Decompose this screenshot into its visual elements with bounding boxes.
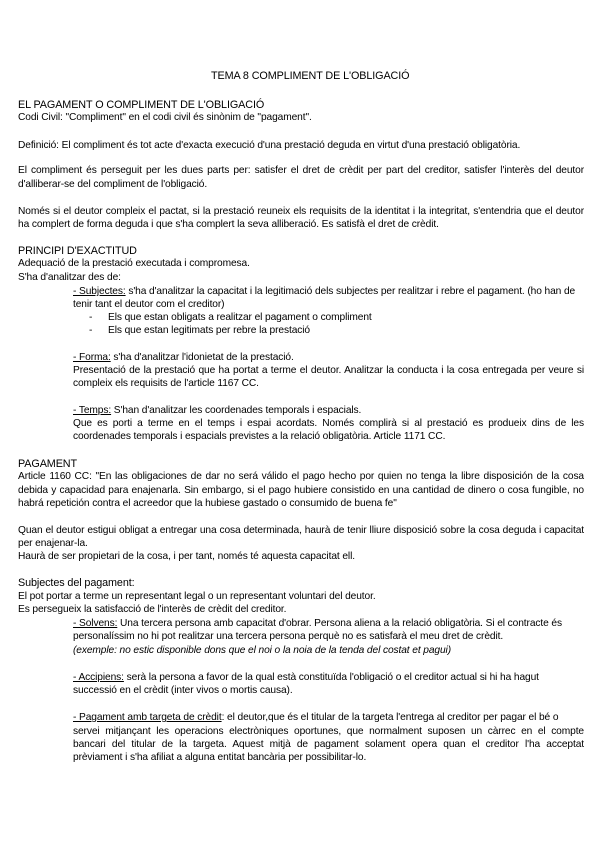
text-line: personalíssim no hi pot realitzar una tercera persona perquè no es satisfarà el meu dret de crèdit. bbox=[73, 631, 504, 642]
text-line: S'ha d'analitzar des de: bbox=[18, 272, 121, 283]
temps-text: S'han d'analitzar les coordenades temporals i espacials. bbox=[111, 405, 362, 416]
subjectes-text: s'ha d'analitzar la capacitat i la legitimació dels subjectes per realitzar i rebre el pagament. (ho han de bbox=[125, 286, 576, 297]
list-item: Els que estan legitimats per rebre la prestació bbox=[108, 325, 310, 336]
subjectes-paragraph bbox=[73, 286, 575, 298]
accipiens-label: - Accipiens: bbox=[73, 672, 124, 683]
text-line: per enajenar-la. bbox=[18, 538, 88, 549]
text-line: Quan el deutor estigui obligat a entregar una cosa determinada, haurà de tenir lliure disposició sobre la cosa deguda i capacitat bbox=[18, 525, 584, 536]
forma-paragraph bbox=[73, 352, 294, 364]
section-heading-pagament: EL PAGAMENT O COMPLIMENT DE L'OBLIGACIÓ bbox=[18, 99, 265, 111]
temps-paragraph bbox=[73, 405, 361, 417]
text-line: El pot portar a terme un representant legal o un representant voluntari del deutor. bbox=[18, 591, 376, 602]
text-line: Es persegueix la satisfacció de l'interès de crèdit del creditor. bbox=[18, 604, 287, 615]
solvens-label: - Solvens: bbox=[73, 618, 118, 629]
quote-line: Article 1160 CC: "En las obligaciones de dar no será válido el pago hecho por quien no tenga la libre disposición de la cosa bbox=[18, 471, 584, 482]
list-item: Els que estan obligats a realitzar el pagament o compliment bbox=[108, 312, 372, 323]
accipiens-text: serà la persona a favor de la qual està constituïda l'obligació o el creditor actual si hi ha hagut bbox=[123, 672, 539, 683]
text-line: bancari del titular de la targeta. Aquest mitjà de pagament solament opera quan el creditor l'ha acceptat bbox=[73, 739, 584, 750]
bullet-dash: - bbox=[89, 325, 93, 336]
text-line: d'alliberar-se del compliment de l'obligació. bbox=[18, 179, 208, 190]
text-line: Haurà de ser propietari de la cosa, i per tant, només té aquesta capacitat ell. bbox=[18, 551, 355, 562]
page-title: TEMA 8 COMPLIMENT DE L'OBLIGACIÓ bbox=[211, 70, 410, 82]
targeta-label: - Pagament amb targeta de crèdit bbox=[73, 712, 222, 723]
quote-line: habrá repetición contra el acreedor que la hubiese gastado o consumido de buena fe" bbox=[18, 498, 397, 509]
solvens-paragraph bbox=[73, 618, 584, 630]
section-heading-subjectes: Subjectes del pagament: bbox=[18, 577, 135, 589]
targeta-paragraph bbox=[73, 712, 558, 724]
text-line: Presentació de la prestació que ha portat a terme el deutor. Analitzar la conducta i la cosa entregada per veure si bbox=[73, 365, 584, 376]
solvens-text: Una tercera persona amb capacitat d'obrar. Persona aliena a la relació obligatòria. Si el contracte és bbox=[117, 618, 562, 629]
subjectes-label: - Subjectes: bbox=[73, 286, 126, 297]
example-note: (exemple: no estic disponible dons que el noi o la noia de la tenda del costat et pagui) bbox=[73, 645, 452, 656]
definition-line: Definició: El compliment és tot acte d'exacta execució d'una prestació deguda en virtut d'una prestació obligatòria. bbox=[18, 140, 521, 151]
text-line: Codi Civil: "Compliment" en el codi civil és sinònim de "pagament". bbox=[18, 112, 312, 123]
text-line: prèviament i s'ha afiliat a alguna entitat bancària per possibilitar-lo. bbox=[73, 752, 367, 763]
text-line: coordenades temporals i espacials previstes a la relació obligatòria. Article 1171 CC. bbox=[73, 431, 446, 442]
quote-line: debida y capacidad para enajenarla. Sin embargo, si el pago hubiere consistido en una cantidad de dinero o cosa fungible, no bbox=[18, 485, 584, 496]
accipiens-paragraph bbox=[73, 672, 539, 684]
section-heading-pagament-2: PAGAMENT bbox=[18, 458, 77, 470]
bullet-dash: - bbox=[89, 312, 93, 323]
section-heading-exactitud: PRINCIPI D'EXACTITUD bbox=[18, 245, 137, 257]
text-line: El compliment és perseguit per les dues parts per: satisfer el dret de crèdit per part del creditor, satisfer l'interès del deutor bbox=[18, 165, 584, 176]
text-line: ha complert de forma deguda i que s'ha complert la seva alliberació. Es satisfà el dret de crèdit. bbox=[18, 219, 439, 230]
text-line: servei mitjançant les operacions electròniques oportunes, que normalment suposen un càrrec en el compte bbox=[73, 726, 584, 737]
temps-label: - Temps: bbox=[73, 405, 112, 416]
text-line: Que es porti a terme en el temps i espai acordats. Només complirà si al prestació es produeix dins de les bbox=[73, 418, 584, 429]
text-line: Només si el deutor compleix el pactat, si la prestació reuneix els requisits de la identitat i la integritat, s'entendria que el deutor bbox=[18, 206, 584, 217]
text-line: Adequació de la prestació executada i compromesa. bbox=[18, 258, 250, 269]
forma-label: - Forma: bbox=[73, 352, 111, 363]
text-line: successió en el crèdit (inter vivos o mortis causa). bbox=[73, 685, 293, 696]
forma-text: s'ha d'analitzar l'idonietat de la prestació. bbox=[110, 352, 294, 363]
targeta-text: : el deutor,que és el titular de la targeta l'entrega al creditor per pagar el bé o bbox=[221, 712, 559, 723]
text-line: compleix els requisits de l'article 1167 CC. bbox=[73, 378, 259, 389]
text-line: tenir tant el deutor com el creditor) bbox=[73, 299, 225, 310]
